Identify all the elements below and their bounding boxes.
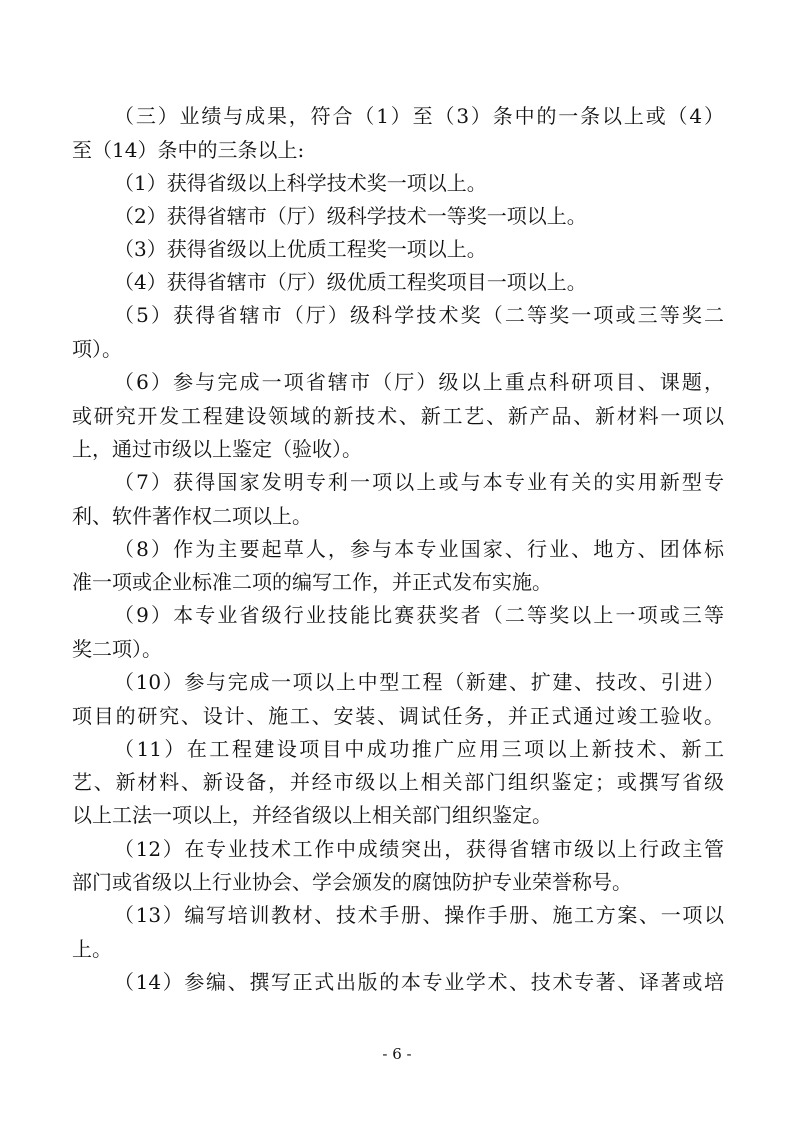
text-line: 利、软件著作权二项以上。 xyxy=(72,504,312,528)
text-line: （12）在专业技术工作中成绩突出，获得省辖市级以上行政主管 xyxy=(114,837,724,861)
text-line: （13）编写培训教材、技术手册、操作手册、施工方案、一项以 xyxy=(114,903,724,927)
text-line: 艺、新材料、新设备，并经市级以上相关部门组织鉴定；或撰写省级 xyxy=(72,770,724,794)
text-line: 以上工法一项以上，并经省级以上相关部门组织鉴定。 xyxy=(72,803,552,827)
text-line: （1）获得省级以上科学技术奖一项以上。 xyxy=(114,171,487,195)
text-line: 至（14）条中的三条以上: xyxy=(72,138,305,162)
text-line: 项）。 xyxy=(72,337,122,361)
text-line: （2）获得省辖市（厅）级科学技术一等奖一项以上。 xyxy=(114,204,587,228)
text-line: （9）本专业省级行业技能比赛获奖者（二等奖以上一项或三等 xyxy=(114,603,724,627)
text-line: （6）参与完成一项省辖市（厅）级以上重点科研项目、课题， xyxy=(114,370,724,394)
text-line: （3）获得省级以上优质工程奖一项以上。 xyxy=(114,237,487,261)
text-line: （4）获得省辖市（厅）级优质工程奖项目一项以上。 xyxy=(114,270,587,294)
text-line: （10）参与完成一项以上中型工程（新建、扩建、技改、引进） xyxy=(114,670,724,694)
text-line: 上，通过市级以上鉴定（验收）。 xyxy=(72,437,362,461)
text-line: （8）作为主要起草人，参与本专业国家、行业、地方、团体标 xyxy=(114,537,724,561)
text-line: （5）获得省辖市（厅）级科学技术奖（二等奖一项或三等奖二 xyxy=(114,303,724,327)
text-line: （14）参编、撰写正式出版的本专业学术、技术专著、译著或培 xyxy=(114,970,724,994)
text-line: 或研究开发工程建设领域的新技术、新工艺、新产品、新材料一项以 xyxy=(72,404,724,428)
text-line: 部门或省级以上行业协会、学会颁发的腐蚀防护专业荣誉称号。 xyxy=(72,870,632,894)
page-number: - 6 - xyxy=(382,1045,412,1063)
text-line: 奖二项）。 xyxy=(72,637,162,661)
text-line: 项目的研究、设计、施工、安装、调试任务，并正式通过竣工验收。 xyxy=(72,704,724,728)
text-line: （11）在工程建设项目中成功推广应用三项以上新技术、新工 xyxy=(114,737,724,761)
text-line: 准一项或企业标准二项的编写工作，并正式发布实施。 xyxy=(72,570,552,594)
text-line: 上。 xyxy=(72,937,112,961)
text-line: （三）业绩与成果，符合（1）至（3）条中的一条以上或（4） xyxy=(114,104,724,128)
text-line: （7）获得国家发明专利一项以上或与本专业有关的实用新型专 xyxy=(114,470,724,494)
